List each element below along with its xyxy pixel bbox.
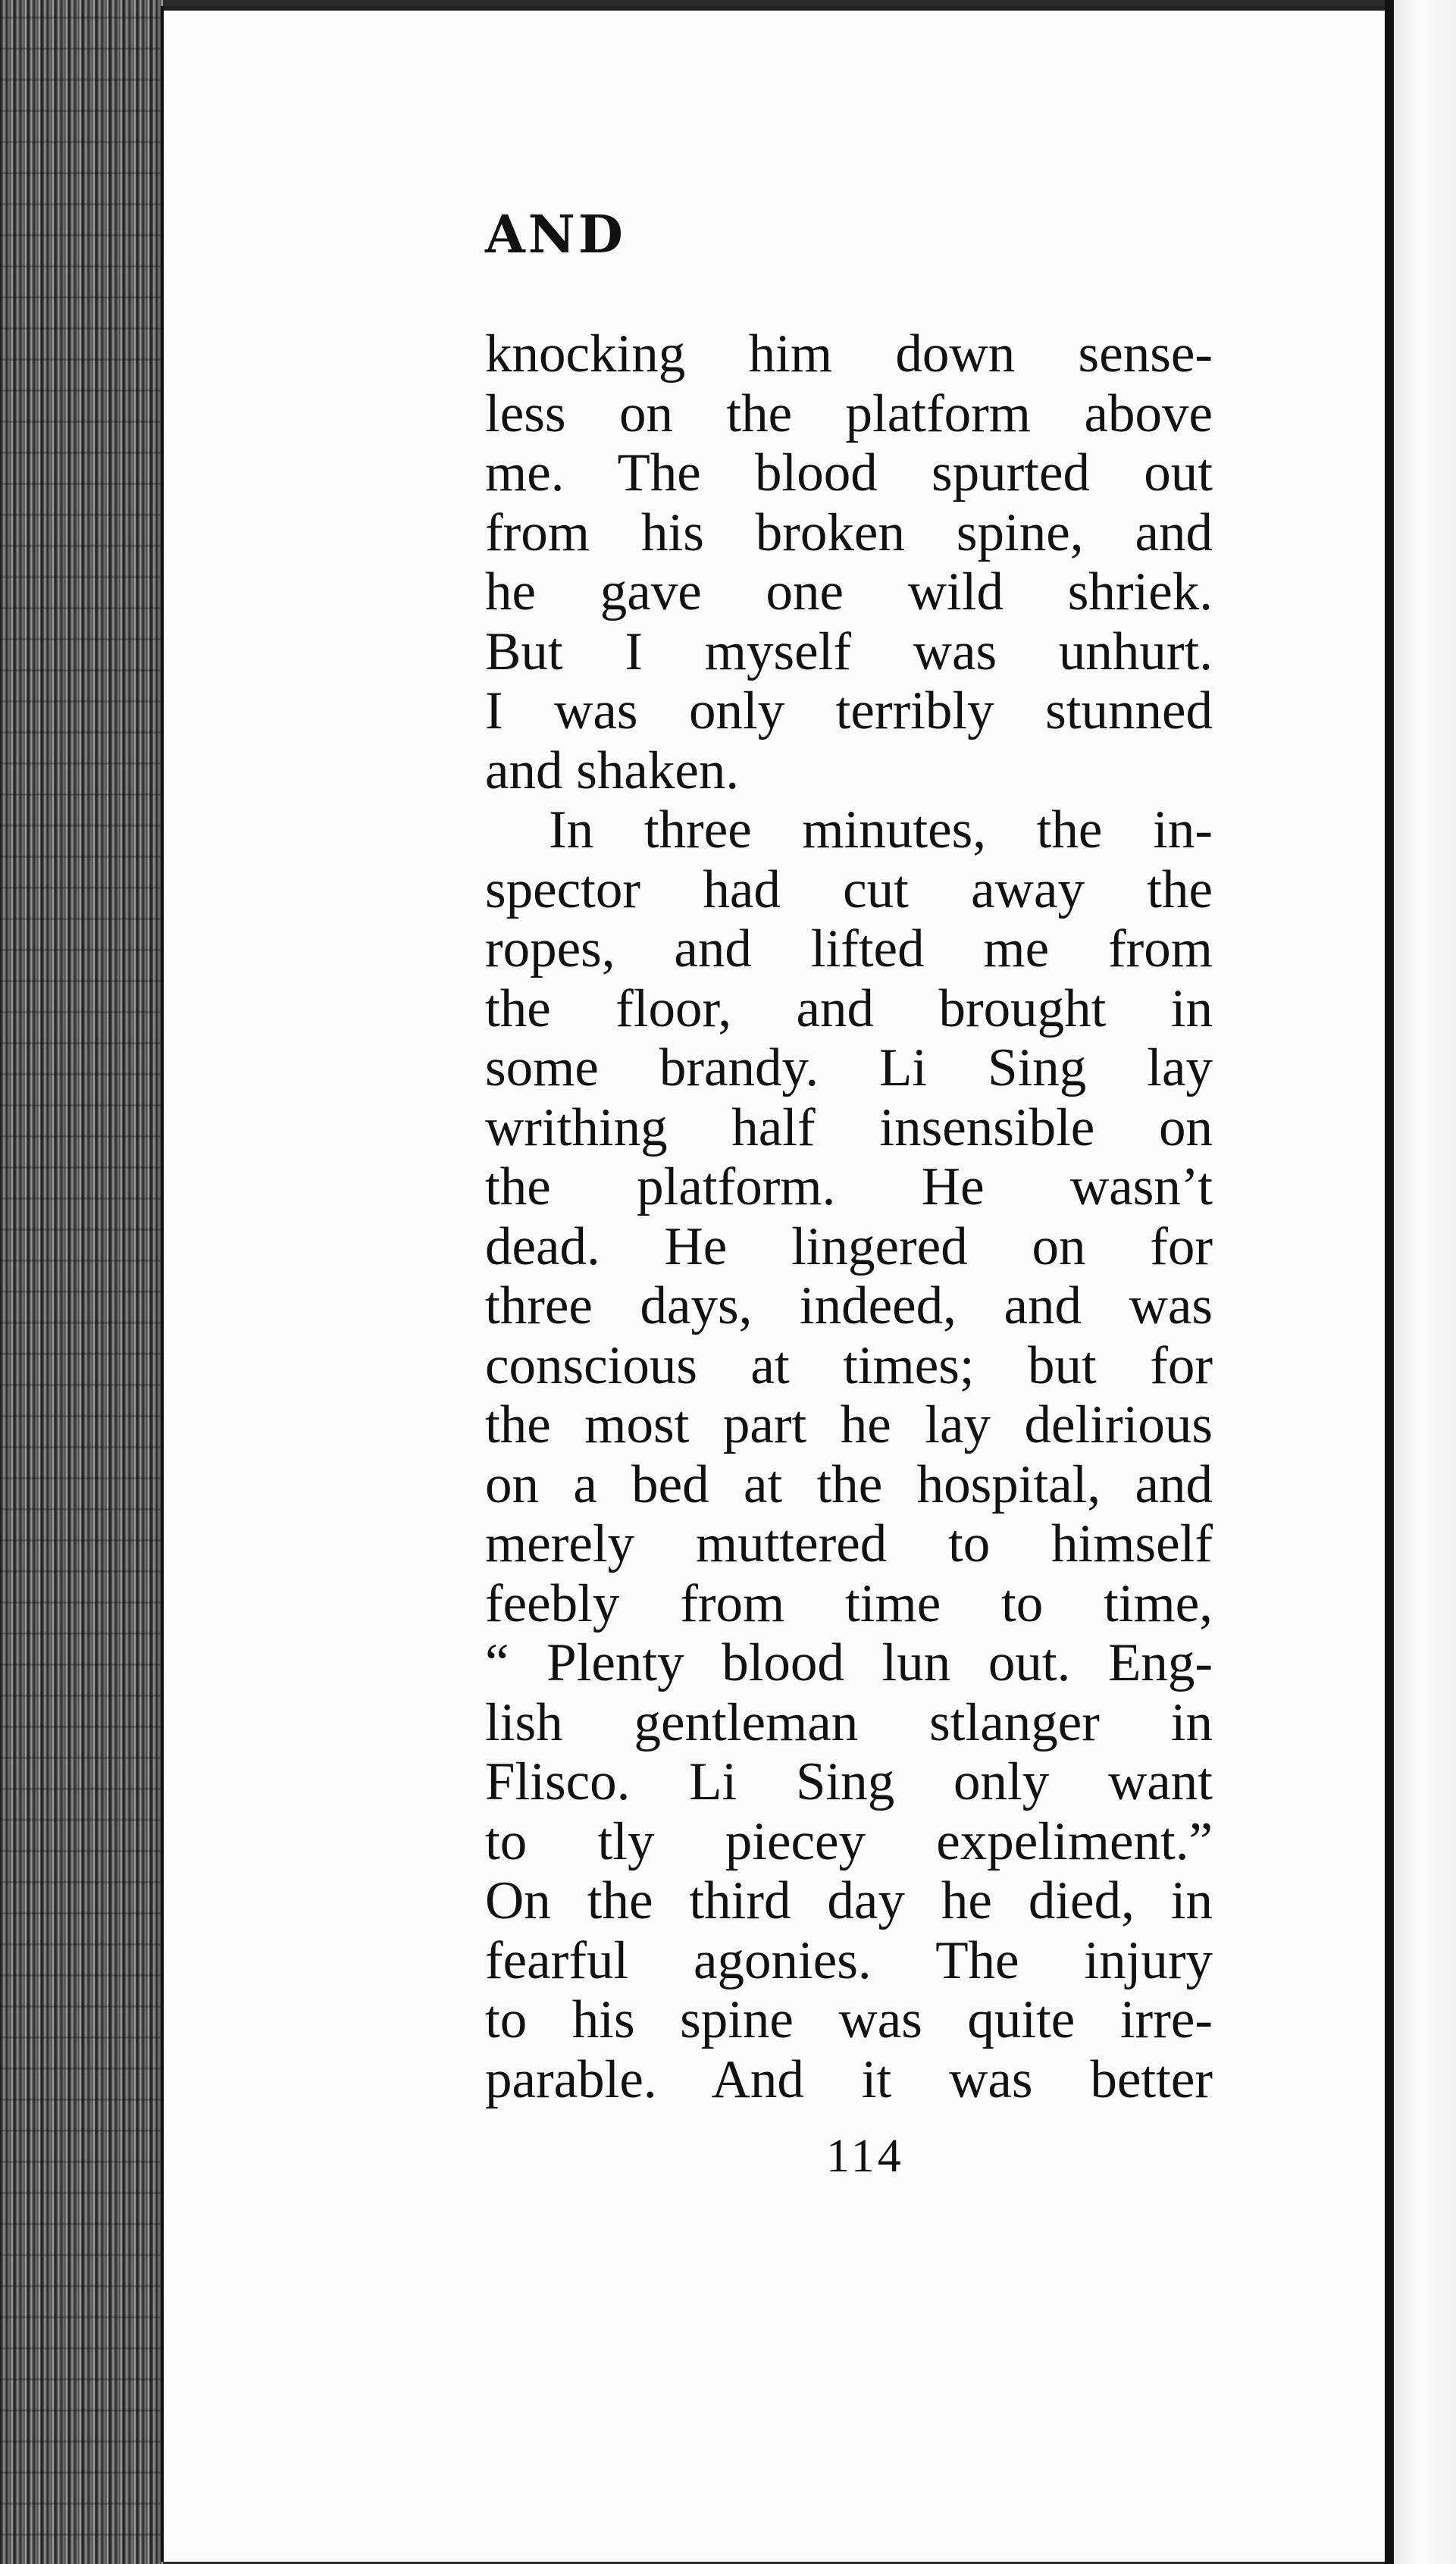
text-line: to tly piecey expeliment.” — [485, 1811, 1213, 1871]
text-line: conscious at times; but for — [485, 1335, 1213, 1395]
text-line: the floor, and brought in — [485, 978, 1213, 1038]
text-line: the platform. He wasn’t — [485, 1157, 1213, 1216]
text-line: spector had cut away the — [485, 859, 1213, 919]
text-line: to his spine was quite irre- — [485, 1990, 1213, 2049]
text-line: dead. He lingered on for — [485, 1216, 1213, 1276]
text-line: lish gentleman stlanger in — [485, 1692, 1213, 1752]
text-line: On the third day he died, in — [485, 1871, 1213, 1930]
text-line: “ Plenty blood lun out. Eng- — [485, 1633, 1213, 1692]
body-text — [485, 324, 1213, 2109]
text-line: less on the platform above — [485, 384, 1213, 443]
paragraph — [485, 324, 1213, 800]
text-line: writhing half insensible on — [485, 1097, 1213, 1157]
page-edge-stack — [0, 0, 163, 2564]
text-line: on a bed at the hospital, and — [485, 1454, 1213, 1514]
paragraph — [485, 800, 1213, 2109]
text-line: Flisco. Li Sing only want — [485, 1752, 1213, 1811]
text-line: knocking him down sense- — [485, 324, 1213, 384]
text-line: But I myself was unhurt. — [485, 621, 1213, 681]
text-line: ropes, and lifted me from — [485, 919, 1213, 978]
text-line: fearful agonies. The injury — [485, 1930, 1213, 1990]
facing-page-sliver — [1394, 0, 1456, 2564]
text-line: and shaken. — [485, 740, 740, 800]
text-line: I was only terribly stunned — [485, 681, 1213, 740]
text-line: he gave one wild shriek. — [485, 562, 1213, 621]
running-head: AND — [485, 205, 626, 265]
text-line: me. The blood spurted out — [485, 443, 1213, 502]
text-line: the most part he lay delirious — [485, 1395, 1213, 1454]
page-number: 114 — [826, 2130, 904, 2182]
text-line: In three minutes, the in- — [549, 800, 1213, 859]
text-line: merely muttered to himself — [485, 1514, 1213, 1573]
text-line: feebly from time to time, — [485, 1573, 1213, 1633]
text-line: from his broken spine, and — [485, 502, 1213, 562]
text-line: three days, indeed, and was — [485, 1276, 1213, 1335]
text-line: parable. And it was better — [485, 2049, 1213, 2109]
gutter-edge — [1385, 0, 1394, 2564]
text-line: some brandy. Li Sing lay — [485, 1038, 1213, 1097]
